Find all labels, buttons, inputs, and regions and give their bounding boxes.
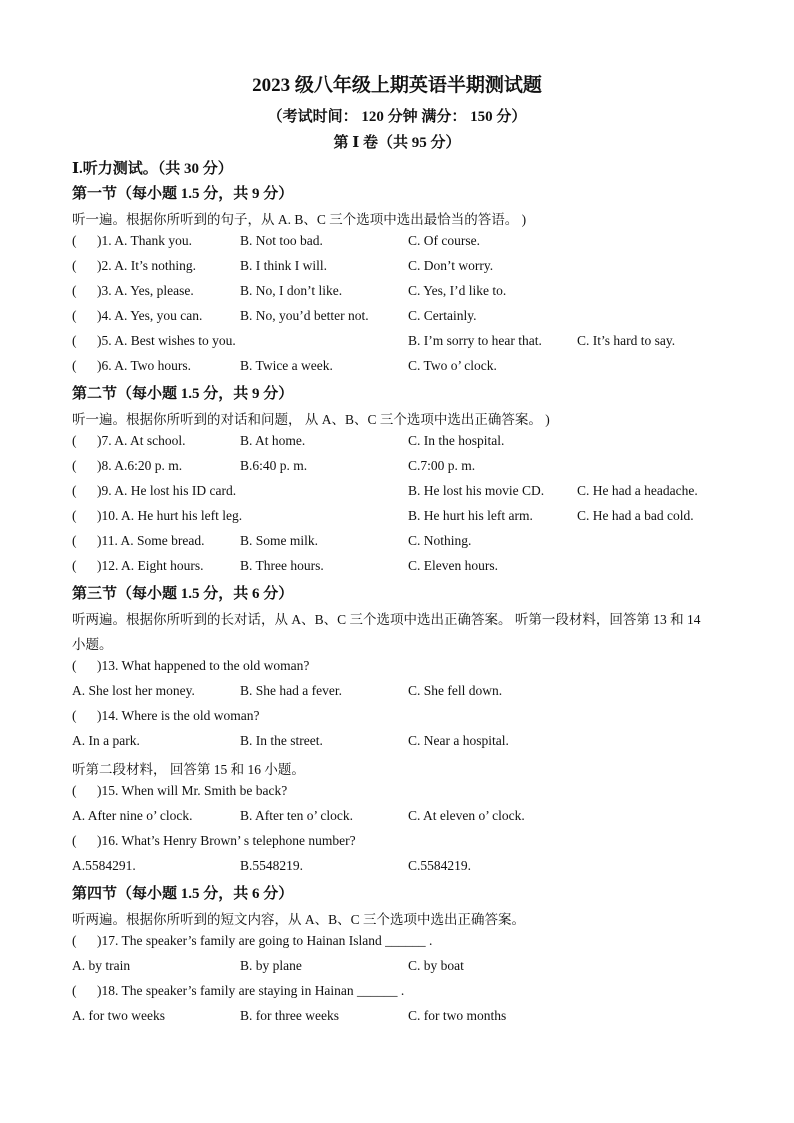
option-a: A. In a park. bbox=[72, 733, 140, 748]
option-c: C. She fell down. bbox=[408, 683, 503, 698]
option-c: C.5584219. bbox=[408, 858, 472, 873]
sec2-heading: 第二节（每小题 1.5 分，共 9 分） bbox=[72, 386, 294, 402]
option-a: )10. A. He hurt his left leg. bbox=[97, 508, 243, 523]
option-c: C. He had a bad cold. bbox=[577, 508, 694, 523]
option-c: C. Of course. bbox=[408, 233, 480, 248]
option-a: )2. A. It’s nothing. bbox=[97, 258, 197, 273]
option-c: C. for two months bbox=[408, 1008, 507, 1023]
answer-bracket[interactable]: ( bbox=[72, 233, 77, 248]
question-stem: )15. When will Mr. Smith be back? bbox=[97, 783, 288, 798]
option-a: )12. A. Eight hours. bbox=[97, 558, 204, 573]
answer-bracket[interactable]: ( bbox=[72, 258, 77, 273]
sec3-instruction: 听两遍。根据你所听到的长对话，从 A、B、C 三个选项中选出正确答案。 听第一段材料，回答第 13 和 14 bbox=[72, 612, 701, 627]
option-a: )1. A. Thank you. bbox=[97, 233, 192, 248]
option-b: B. No, you’d better not. bbox=[240, 308, 369, 323]
option-c: C. Eleven hours. bbox=[408, 558, 498, 573]
option-c: C. Near a hospital. bbox=[408, 733, 509, 748]
answer-bracket[interactable]: ( bbox=[72, 308, 77, 323]
answer-bracket[interactable]: ( bbox=[72, 708, 77, 723]
answer-bracket[interactable]: ( bbox=[72, 283, 77, 298]
answer-bracket[interactable]: ( bbox=[72, 433, 77, 448]
answer-bracket[interactable]: ( bbox=[72, 983, 77, 998]
option-b: B. Some milk. bbox=[240, 533, 319, 548]
option-a: )7. A. At school. bbox=[97, 433, 186, 448]
answer-bracket[interactable]: ( bbox=[72, 533, 77, 548]
option-b: B. I think I will. bbox=[240, 258, 327, 273]
question-stem: )16. What’s Henry Brown’ s telephone number? bbox=[97, 833, 356, 848]
option-b: B. At home. bbox=[240, 433, 306, 448]
exam-info: （考试时间： 120 分钟 满分： 150 分） bbox=[267, 109, 527, 125]
answer-bracket[interactable]: ( bbox=[72, 783, 77, 798]
sec4-instruction: 听两遍。根据你所听到的短文内容，从 A、B、C 三个选项中选出正确答案。 bbox=[72, 912, 526, 927]
option-c: C. Nothing. bbox=[408, 533, 472, 548]
option-a: )3. A. Yes, please. bbox=[97, 283, 194, 298]
option-b: B. He hurt his left arm. bbox=[408, 508, 533, 523]
sec3-heading: 第三节（每小题 1.5 分，共 6 分） bbox=[72, 586, 294, 602]
answer-bracket[interactable]: ( bbox=[72, 933, 77, 948]
option-a: )8. A.6:20 p. m. bbox=[97, 458, 183, 473]
option-b: B.5548219. bbox=[240, 858, 304, 873]
question-stem: )18. The speaker’s family are staying in Hainan ______ . bbox=[97, 983, 405, 998]
option-b: B.6:40 p. m. bbox=[240, 458, 308, 473]
option-c: C. In the hospital. bbox=[408, 433, 505, 448]
option-a: A. by train bbox=[72, 958, 131, 973]
option-a: )6. A. Two hours. bbox=[97, 358, 192, 373]
exam-title: 2023 级八年级上期英语半期测试题 bbox=[252, 75, 542, 96]
question-stem: )17. The speaker’s family are going to Hainan Island ______ . bbox=[97, 933, 433, 948]
answer-bracket[interactable]: ( bbox=[72, 658, 77, 673]
answer-bracket[interactable]: ( bbox=[72, 558, 77, 573]
option-c: C. Certainly. bbox=[408, 308, 477, 323]
option-b: B. In the street. bbox=[240, 733, 323, 748]
sec1-heading: 第一节（每小题 1.5 分，共 9 分） bbox=[72, 186, 294, 202]
question-stem: )13. What happened to the old woman? bbox=[97, 658, 310, 673]
option-b: B. by plane bbox=[240, 958, 302, 973]
option-c: C. He had a headache. bbox=[577, 483, 698, 498]
option-a: A. After nine o’ clock. bbox=[72, 808, 193, 823]
option-c: C. Yes, I’d like to. bbox=[408, 283, 507, 298]
sec3-instruction-cont: 小题。 bbox=[72, 637, 113, 652]
option-c: C. Two o’ clock. bbox=[408, 358, 497, 373]
option-b: B. No, I don’t like. bbox=[240, 283, 343, 298]
option-b: B. for three weeks bbox=[240, 1008, 339, 1023]
option-c: C. It’s hard to say. bbox=[577, 333, 676, 348]
option-b: B. Three hours. bbox=[240, 558, 324, 573]
option-a: )11. A. Some bread. bbox=[97, 533, 205, 548]
answer-bracket[interactable]: ( bbox=[72, 358, 77, 373]
option-b: B. I’m sorry to hear that. bbox=[408, 333, 542, 348]
option-c: C.7:00 p. m. bbox=[408, 458, 476, 473]
option-c: C. At eleven o’ clock. bbox=[408, 808, 525, 823]
sec2-instruction: 听一遍。根据你所听到的对话和问题， 从 A、B、C 三个选项中选出正确答案。 ) bbox=[72, 412, 550, 427]
sec1-instruction: 听一遍。根据你所听到的句子，从 A. B、C 三个选项中选出最恰当的答语。 ) bbox=[72, 212, 527, 227]
answer-bracket[interactable]: ( bbox=[72, 508, 77, 523]
option-b: B. She had a fever. bbox=[240, 683, 342, 698]
option-b: B. Twice a week. bbox=[240, 358, 333, 373]
answer-bracket[interactable]: ( bbox=[72, 333, 77, 348]
option-a: A.5584291. bbox=[72, 858, 136, 873]
option-c: C. Don’t worry. bbox=[408, 258, 494, 273]
option-a: A. She lost her money. bbox=[72, 683, 195, 698]
part1-heading: Ⅰ.听力测试。（共 30 分） bbox=[72, 161, 233, 177]
option-a: )9. A. He lost his ID card. bbox=[97, 483, 237, 498]
option-a: )4. A. Yes, you can. bbox=[97, 308, 203, 323]
option-a: A. for two weeks bbox=[72, 1008, 165, 1023]
option-b: B. Not too bad. bbox=[240, 233, 323, 248]
option-c: C. by boat bbox=[408, 958, 464, 973]
volume-label: 第 Ⅰ 卷（共 95 分） bbox=[333, 135, 461, 151]
answer-bracket[interactable]: ( bbox=[72, 458, 77, 473]
option-b: B. He lost his movie CD. bbox=[408, 483, 545, 498]
sec3-sub-instruction: 听第二段材料， 回答第 15 和 16 小题。 bbox=[72, 762, 305, 777]
answer-bracket[interactable]: ( bbox=[72, 483, 77, 498]
question-stem: )14. Where is the old woman? bbox=[97, 708, 260, 723]
option-a: )5. A. Best wishes to you. bbox=[97, 333, 236, 348]
answer-bracket[interactable]: ( bbox=[72, 833, 77, 848]
sec4-heading: 第四节（每小题 1.5 分，共 6 分） bbox=[72, 886, 294, 902]
option-b: B. After ten o’ clock. bbox=[240, 808, 353, 823]
